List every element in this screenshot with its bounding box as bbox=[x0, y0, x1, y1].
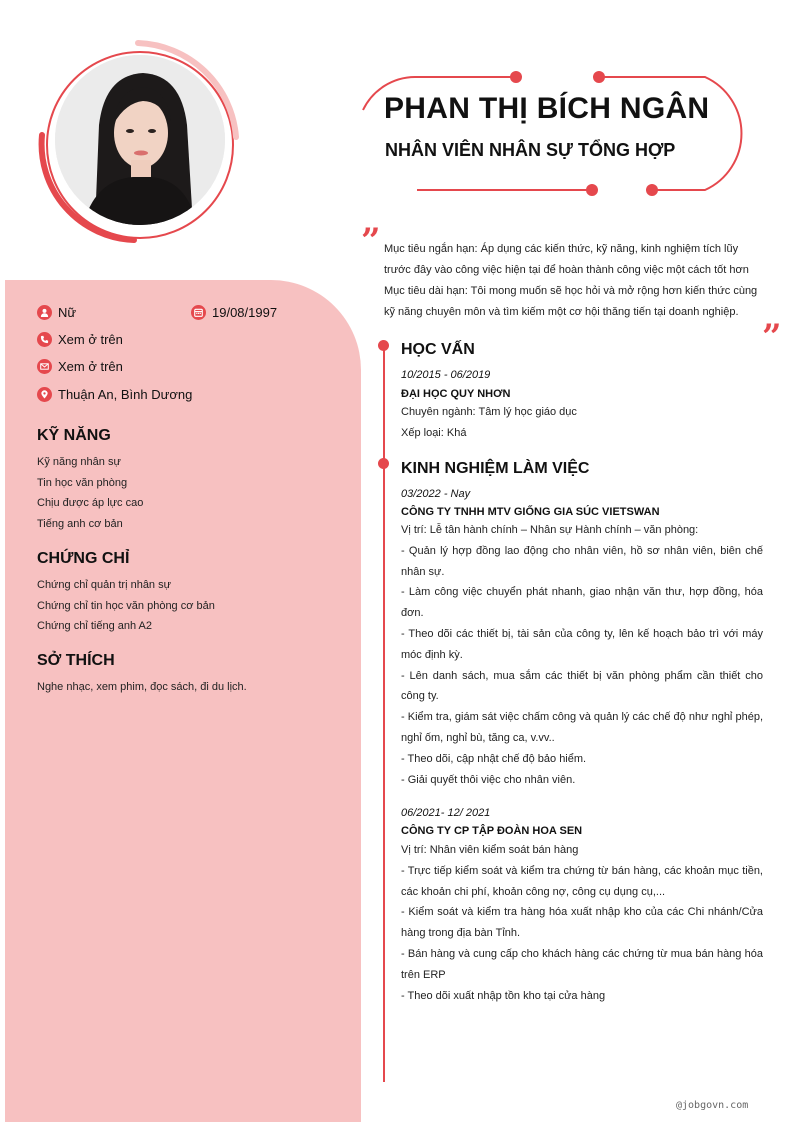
company-name: CÔNG TY CP TẬP ĐOÀN HOA SEN bbox=[401, 825, 583, 837]
phone-value: Xem ở trên bbox=[58, 332, 123, 347]
email-row bbox=[37, 359, 123, 374]
job-line: - Giải quyết thôi việc cho nhân viên. bbox=[401, 773, 576, 786]
phone-icon bbox=[37, 332, 52, 347]
envelope-icon bbox=[37, 359, 52, 374]
email-value: Xem ở trên bbox=[58, 359, 123, 374]
job-line: - Bán hàng và cung cấp cho khách hàng các chứng từ mua bán hàng hóa trên ERP bbox=[401, 947, 763, 981]
gender-value: Nữ bbox=[58, 305, 77, 320]
list-item: Chứng chỉ tin học văn phòng cơ bản bbox=[37, 599, 215, 612]
job-line: - Theo dõi xuất nhập tồn kho tại cửa hàng bbox=[401, 989, 606, 1002]
education-grade: Xếp loại: Khá bbox=[401, 426, 467, 439]
job-description bbox=[401, 840, 763, 1006]
footer-watermark: @jobgovn.com bbox=[676, 1100, 749, 1111]
company-name: CÔNG TY TNHH MTV GIỐNG GIA SÚC VIETSWAN bbox=[401, 506, 660, 518]
short-term-objective: Mục tiêu ngắn hạn: Áp dụng các kiến thức, kỹ năng, kinh nghiệm tích lũy trước đây vào công việc hiện tại để hoàn thành công việc một cách tốt hơn bbox=[384, 243, 749, 276]
calendar-icon bbox=[191, 305, 206, 320]
job-title: NHÂN VIÊN NHÂN SỰ TỔNG HỢP bbox=[385, 140, 676, 160]
job-line: - Lên danh sách, mua sắm các thiết bị văn phòng phẩm cần thiết cho công ty. bbox=[401, 669, 763, 703]
timeline-dot bbox=[378, 458, 389, 469]
job-line: Vị trí: Nhân viên kiểm soát bán hàng bbox=[401, 844, 579, 856]
birthday-value: 19/08/1997 bbox=[212, 305, 278, 320]
job-line: - Theo dõi, cập nhật chế độ bảo hiểm. bbox=[401, 752, 587, 765]
list-item: Tin học văn phòng bbox=[37, 476, 128, 489]
career-objective bbox=[384, 239, 764, 323]
birthday-row bbox=[191, 305, 277, 320]
job-date: 06/2021- 12/ 2021 bbox=[401, 807, 491, 819]
hobbies-text: Nghe nhạc, xem phim, đọc sách, đi du lịch. bbox=[37, 681, 247, 693]
experience-heading: KINH NGHIỆM LÀM VIỆC bbox=[401, 460, 590, 477]
job-line: - Theo dõi các thiết bị, tài sản của công ty, lên kế hoạch bảo trì với máy móc định kỳ. bbox=[401, 627, 763, 661]
list-item: Chứng chỉ tiếng anh A2 bbox=[37, 620, 153, 633]
close-quote-icon: ” bbox=[762, 317, 782, 357]
open-quote-icon: ” bbox=[361, 221, 381, 261]
address-value: Thuận An, Bình Dương bbox=[58, 387, 193, 402]
school-name: ĐẠI HỌC QUY NHƠN bbox=[401, 388, 511, 400]
sidebar-panel bbox=[5, 280, 361, 1122]
long-term-objective: Mục tiêu dài hạn: Tôi mong muốn sẽ học hỏi và mở rộng hơn kiến thức cùng kỹ năng chuyên môn và tìm kiếm một cơ hội thăng tiến tại doanh nghiệp. bbox=[384, 285, 758, 318]
job-date: 03/2022 - Nay bbox=[401, 488, 471, 500]
person-icon bbox=[37, 305, 52, 320]
education-date: 10/2015 - 06/2019 bbox=[401, 369, 491, 381]
timeline-line bbox=[383, 345, 385, 1082]
certificates-heading: CHỨNG CHỈ bbox=[37, 550, 130, 567]
job-description bbox=[401, 520, 763, 790]
job-line: Vị trí: Lễ tân hành chính – Nhân sự Hành chính – văn phòng: bbox=[401, 524, 699, 536]
list-item: Tiếng anh cơ bản bbox=[37, 518, 123, 531]
location-pin-icon bbox=[37, 387, 52, 402]
job-line: - Trực tiếp kiểm soát và kiểm tra chứng từ bán hàng, các khoản mục tiền, các khoản chi phí, khoản công nợ, công cụ dụng cụ,... bbox=[401, 864, 763, 898]
job-line: - Làm công việc chuyển phát nhanh, giao nhận văn thư, hợp đồng, hóa đơn. bbox=[401, 586, 763, 620]
list-item: Chứng chỉ quản trị nhân sự bbox=[37, 579, 171, 591]
education-major: Chuyên ngành: Tâm lý học giáo dục bbox=[401, 406, 577, 418]
education-heading: HỌC VẤN bbox=[401, 341, 475, 358]
list-item: Kỹ năng nhân sự bbox=[37, 456, 121, 468]
list-item: Chịu được áp lực cao bbox=[37, 497, 144, 510]
certificates-list bbox=[37, 575, 215, 637]
skills-list bbox=[37, 452, 143, 535]
header-frame bbox=[355, 65, 775, 205]
education-details bbox=[401, 402, 763, 444]
skills-heading: KỸ NĂNG bbox=[37, 427, 111, 444]
gender-row bbox=[37, 305, 76, 320]
job-line: - Kiểm tra, giám sát việc chấm công và quản lý các chế độ như nghỉ phép, nghỉ ốm, nghỉ bù, tăng ca, v.vv.. bbox=[401, 711, 763, 744]
job-line: - Kiểm soát và kiểm tra hàng hóa xuất nhập kho của các Chi nhánh/Cửa hàng trong địa bàn Tỉnh. bbox=[401, 906, 763, 940]
address-row bbox=[37, 387, 192, 402]
avatar bbox=[55, 55, 225, 225]
phone-row bbox=[37, 332, 123, 347]
job-line: - Quản lý hợp đồng lao động cho nhân viên, hồ sơ nhân viên, biên chế nhân sự. bbox=[401, 544, 763, 578]
hobbies-heading: SỞ THÍCH bbox=[37, 652, 115, 669]
candidate-name: PHAN THỊ BÍCH NGÂN bbox=[384, 92, 710, 125]
timeline-dot bbox=[378, 340, 389, 351]
